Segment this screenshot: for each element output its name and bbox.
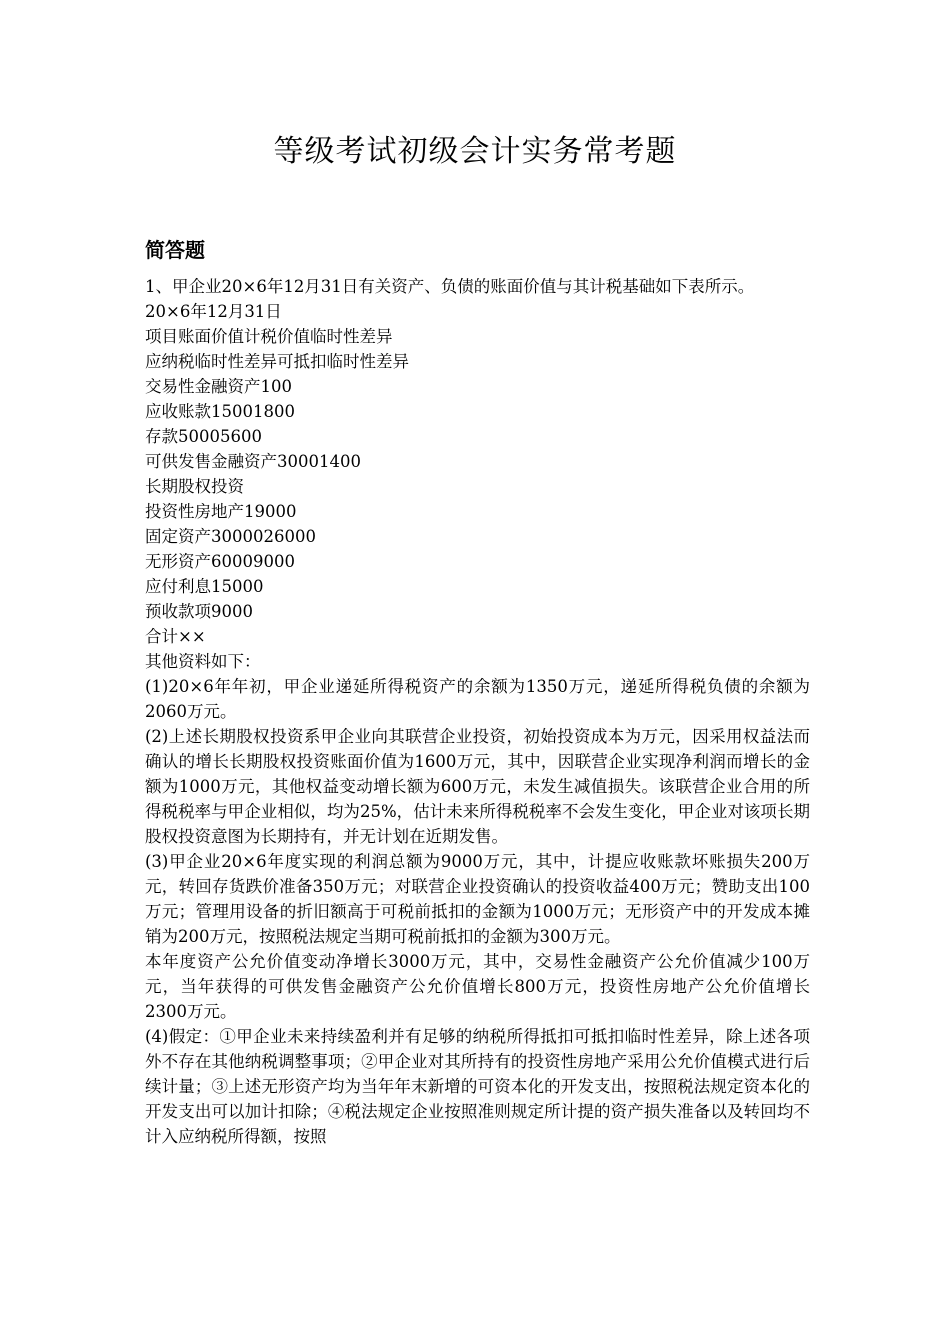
info-item-1: (1)20×6年年初，甲企业递延所得税资产的余额为1350万元，递延所得税负债的余额为2060万元。 (145, 677, 810, 721)
other-info-heading: 其他资料如下： (145, 652, 261, 671)
question-intro: 1、甲企业20×6年12月31日有关资产、负债的账面价值与其计税基础如下表所示。 (145, 277, 755, 296)
table-row: 存款50005600 (145, 427, 262, 446)
info-item-3-continued: 本年度资产公允价值变动净增长3000万元，其中，交易性金融资产公允价值减少100万元，当年获得的可供发售金融资产公允价值增长800万元，投资性房地产公允价值增长2300万元。 (145, 952, 810, 1021)
table-row: 可供发售金融资产30001400 (145, 452, 361, 471)
table-row: 预收款项9000 (145, 602, 253, 621)
table-row: 固定资产3000026000 (145, 527, 316, 546)
table-row: 长期股权投资 (145, 477, 244, 496)
info-item-4: (4)假定：①甲企业未来持续盈利并有足够的纳税所得抵扣可抵扣临时性差异，除上述各项外不存在其他纳税调整事项；②甲企业对其所持有的投资性房地产采用公允价值模式进行后续计量；③上述无形资产均为当年年末新增的可资本化的开发支出，按照税法规定资本化的开发支出可以加计扣除；④税法规定企业按照准则规定所计提的资产损失准备以及转回均不计入应纳税所得额，按照 (145, 1027, 810, 1146)
section-heading: 简答题 (145, 238, 205, 262)
table-header-row: 项目账面价值计税价值临时性差异 (145, 327, 393, 346)
table-row: 交易性金融资产100 (145, 377, 292, 396)
info-item-2: (2)上述长期股权投资系甲企业向其联营企业投资，初始投资成本为万元，因采用权益法而确认的增长长期股权投资账面价值为1600万元，其中，因联营企业实现净利润而增长的金额为1000万元，其他权益变动增长额为600万元，未发生减值损失。该联营企业合用的所得税税率与甲企业相似，均为25%，估计未来所得税税率不会发生变化，甲企业对该项长期股权投资意图为长期持有，并无计划在近期发售。 (145, 727, 810, 846)
table-row: 投资性房地产19000 (145, 502, 297, 521)
table-total-row: 合计×× (145, 627, 206, 646)
table-date: 20×6年12月31日 (145, 302, 282, 321)
table-row: 应收账款15001800 (145, 402, 295, 421)
table-subheader-row: 应纳税临时性差异可抵扣临时性差异 (145, 352, 409, 371)
document-body (145, 274, 810, 1149)
table-row: 无形资产60009000 (145, 552, 295, 571)
table-row: 应付利息15000 (145, 577, 264, 596)
document-title: 等级考试初级会计实务常考题 (273, 134, 677, 169)
info-item-3: (3)甲企业20×6年度实现的利润总额为9000万元，其中，计提应收账款坏账损失200万元，转回存货跌价准备350万元；对联营企业投资确认的投资收益400万元；赞助支出100万元；管理用设备的折旧额高于可税前抵扣的金额为1000万元；无形资产中的开发成本摊销为200万元，按照税法规定当期可税前抵扣的金额为300万元。 (145, 852, 810, 946)
